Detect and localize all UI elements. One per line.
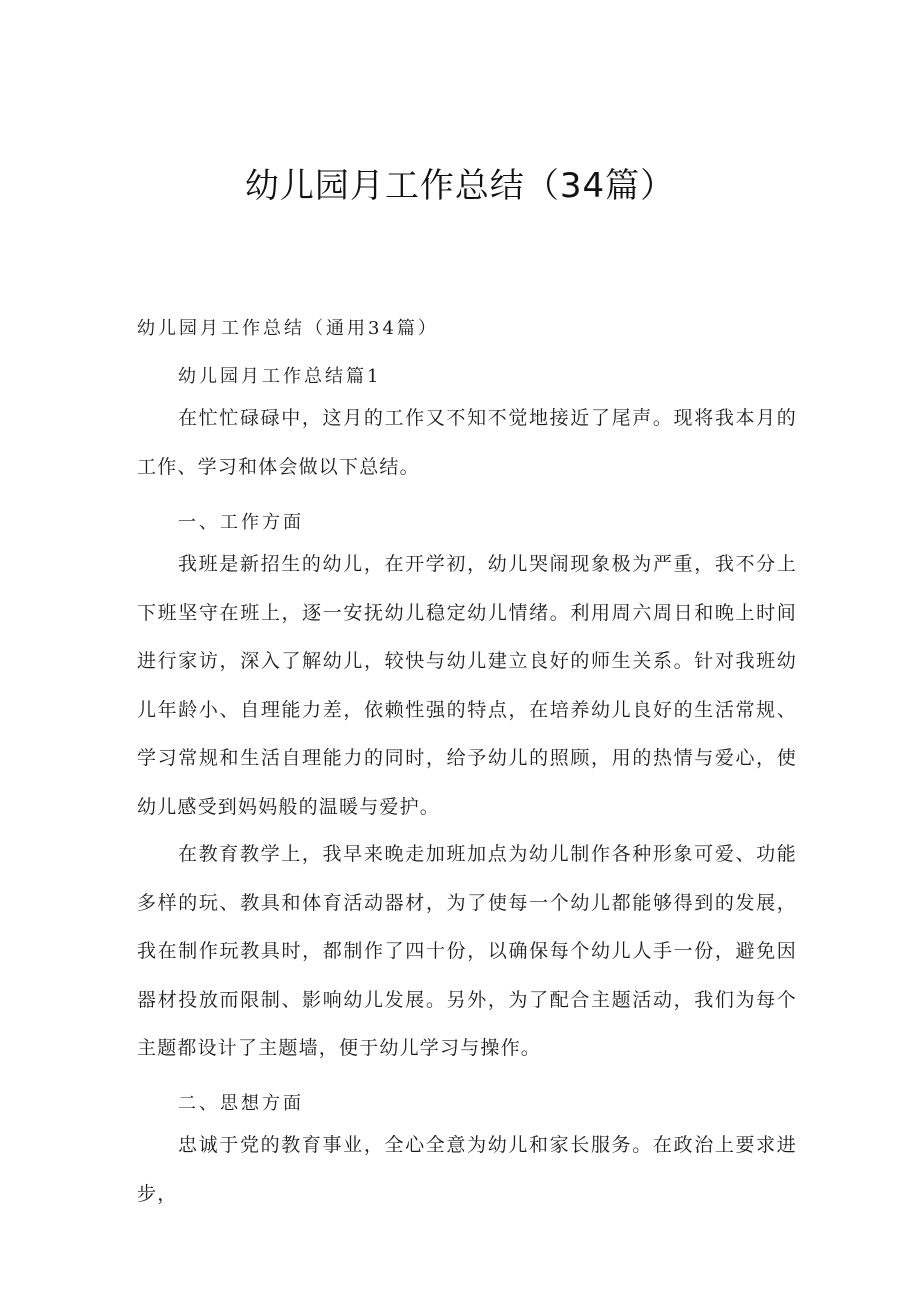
thought-paragraph-1: 忠诚于党的教育事业，全心全意为幼儿和家长服务。在政治上要求进步， [137, 1134, 797, 1205]
chapter-heading: 幼儿园月工作总结篇1 [178, 366, 382, 387]
work-paragraph-1: 我班是新招生的幼儿，在开学初，幼儿哭闹现象极为严重，我不分上下班坚守在班上，逐一安抚幼儿稳定幼儿情绪。利用周六周日和晚上时间进行家访，深入了解幼儿，较快与幼儿建立良好的师生关系。针对我班幼儿年龄小、自理能力差，依赖性强的特点，在培养幼儿良好的生活常规、学习常规和生活自理能力的同时，给予幼儿的照顾，用的热情与爱心，使幼儿感受到妈妈般的温暖与爱护。 [137, 553, 797, 818]
work-paragraph-2: 在教育教学上，我早来晚走加班加点为幼儿制作各种形象可爱、功能多样的玩、教具和体育活动器材，为了使每一个幼儿都能够得到的发展，我在制作玩教具时，都制作了四十份，以确保每个幼儿人手一份，避免因器材投放而限制、影响幼儿发展。另外，为了配合主题活动，我们为每个主题都设计了主题墙，便于幼儿学习与操作。 [137, 843, 797, 1059]
document-subtitle: 幼儿园月工作总结（通用34篇） [137, 318, 439, 339]
section-heading-work: 一、工作方面 [178, 512, 304, 533]
section-heading-thought: 二、思想方面 [178, 1093, 304, 1114]
intro-paragraph: 在忙忙碌碌中，这月的工作又不知不觉地接近了尾声。现将我本月的工作、学习和体会做以下总结。 [137, 407, 797, 478]
document-title: 幼儿园月工作总结（34篇） [244, 166, 676, 206]
